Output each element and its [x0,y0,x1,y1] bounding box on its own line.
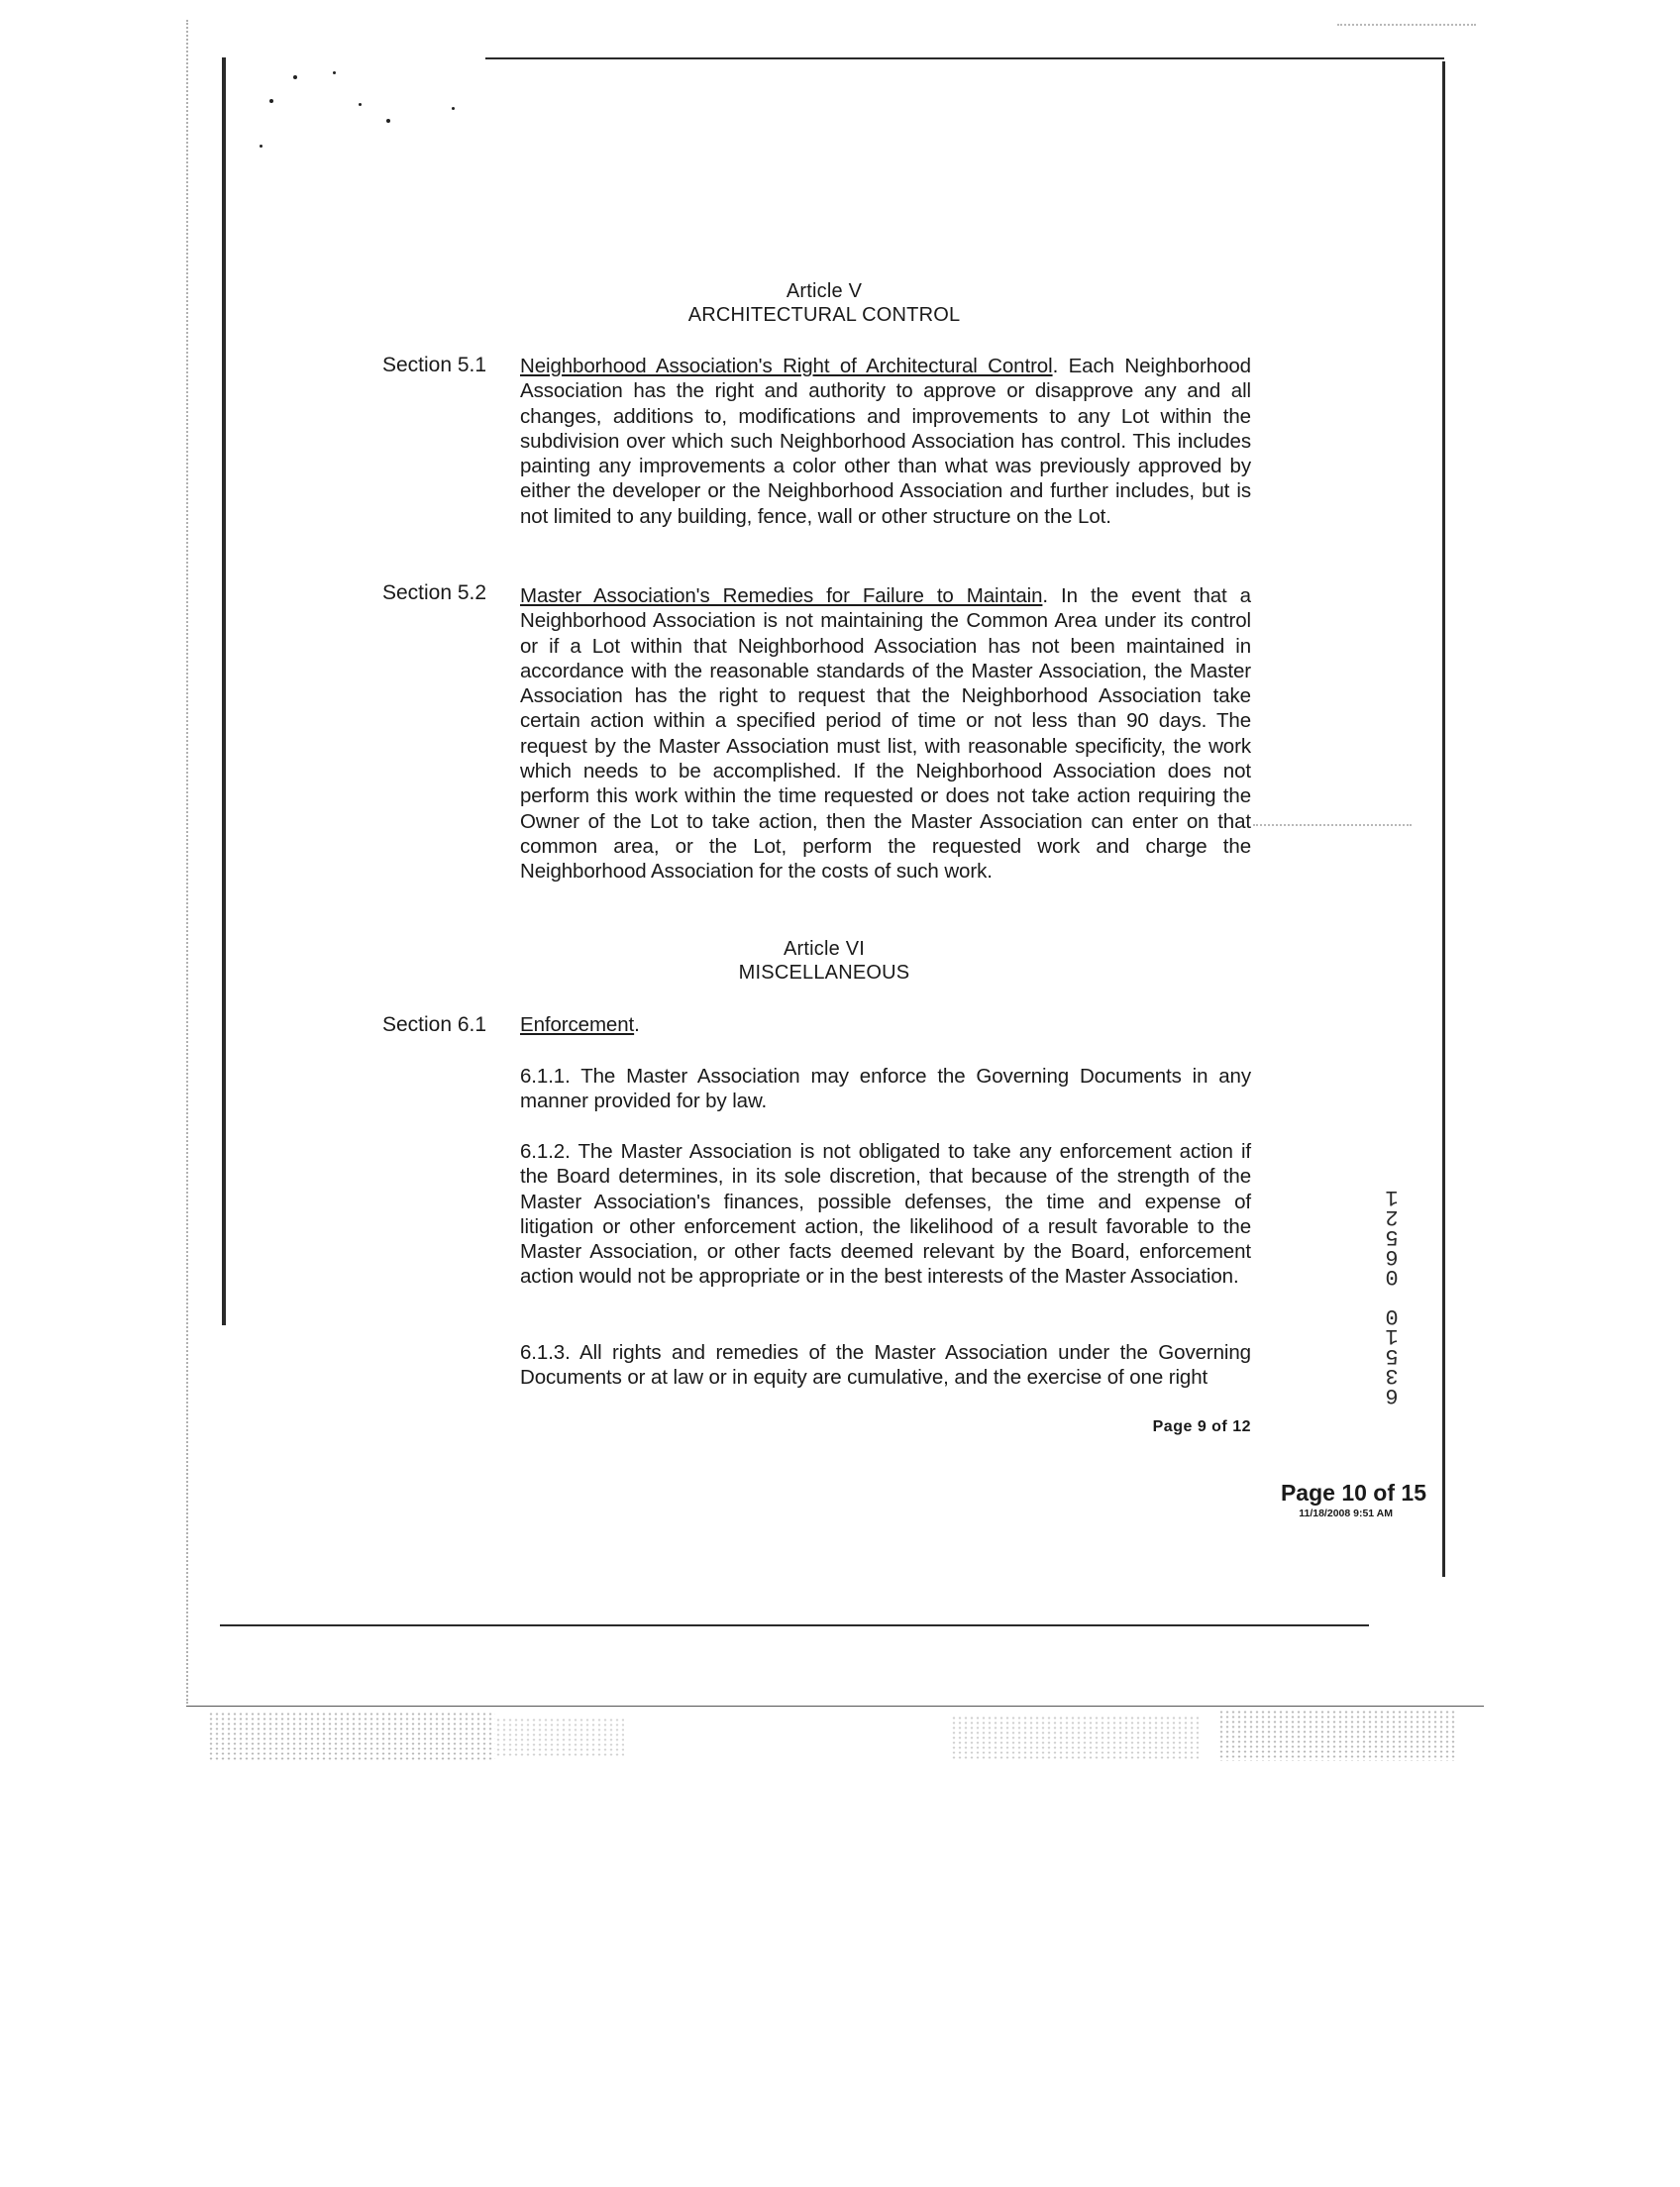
recording-stamp-page: Page 10 of 15 [1280,1480,1426,1506]
recording-digit: 5 [1385,1224,1399,1249]
section-5-2-body: . In the event that a Neighborhood Association is not maintaining the Common Area under its control or if a Lot within that Neighborhood Association has not been maintained in accordance with the reasonable standards of the Master Association, the Master Association has the right to request that the Neighborhood Association take certain action within a specified period of time or not less than 90 days. The request by the Master Association must list, with reasonable specificity, the work which needs to be accomplished. If the Neighborhood Association does not perform this work within the time requested or does not take action requiring the Owner of the Lot to take action, then the Master Association can enter on that common area, or the Lot, perform the requested work and charge the Neighborhood Association for the costs of such work. [520,584,1251,884]
section-5-1-label: Section 5.1 [382,354,487,376]
section-5-2-heading: Master Association's Remedies for Failure to Maintain [520,584,1043,607]
article-5-title: Article V [786,280,863,302]
section-6-1-label: Section 6.1 [382,1013,487,1036]
paragraph-6-1-1: 6.1.1. The Master Association may enforce the Governing Documents in any manner provided for by law. [520,1065,1251,1113]
article-6-subtitle: MISCELLANEOUS [738,962,910,984]
section-5-1-body: . Each Neighborhood Association has the right and authority to approve or disapprove any and all changes, additions to, modifications and improvements to any Lot within the subdivision over which such Neighborhood Association has control. This includes painting any improvements a color other than what was previously approved by either the developer or the Neighborhood Association and further includes, but is not limited to any building, fence, wall or other structure on the Lot. [520,355,1251,528]
page-number: Page 9 of 12 [1152,1418,1251,1435]
recording-number-vertical [1382,1187,1402,1405]
section-5-1-text [520,354,1251,529]
section-6-1-heading: Enforcement [520,1013,635,1036]
section-5-2-label: Section 5.2 [382,581,487,604]
section-6-1-heading-line [520,1012,1251,1037]
article-5-subtitle: ARCHITECTURAL CONTROL [687,304,961,326]
recording-digit: 1 [1385,1323,1399,1348]
recording-stamp-datetime: 11/18/2008 9:51 AM [1299,1508,1393,1519]
recording-digit: 0 [1385,1303,1399,1328]
article-6-title: Article VI [783,938,866,960]
section-6-1-heading-suffix: . [634,1013,640,1036]
recording-digit [1382,1286,1402,1305]
recording-digit: 5 [1385,1343,1399,1368]
section-5-1-heading: Neighborhood Association's Right of Architectural Control [520,355,1053,377]
recording-digit: 0 [1385,1264,1399,1289]
paragraph-6-1-3: 6.1.3. All rights and remedies of the Master Association under the Governing Documents or at law or in equity are cumulative, and the exercise of one right [520,1341,1251,1390]
section-5-2-text [520,583,1251,885]
paragraph-6-1-2: 6.1.2. The Master Association is not obligated to take any enforcement action if the Board determines, in its sole discretion, that because of the strength of the Master Association's finances, possible defenses, the time and expense of litigation or other enforcement action, the likelihood of a result favorable to the Master Association, or other facts deemed relevant by the Board, enforcement action would not be appropriate or in the best interests of the Master Association. [520,1140,1251,1289]
recording-digit: 6 [1385,1383,1399,1407]
recording-digit: 6 [1385,1244,1399,1269]
recording-digit: 2 [1385,1204,1399,1229]
recording-digit: 3 [1385,1363,1399,1388]
recording-digit: 1 [1385,1185,1399,1209]
